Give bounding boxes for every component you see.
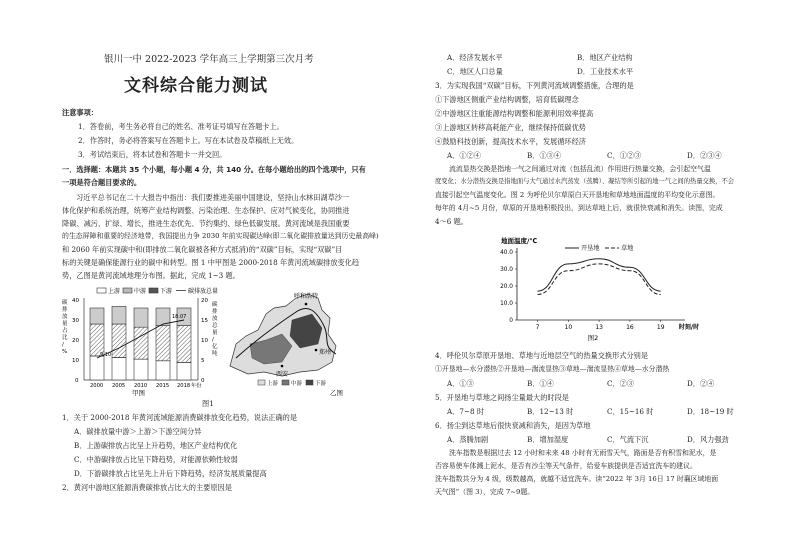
q3-stem: 3．为实现我国“双碳”目标，下列黄河流域调整措施，合理的是 bbox=[435, 81, 634, 90]
q1-option[interactable]: C．中游碳排放占比呈下降趋势，对能源依赖性较弱 bbox=[74, 455, 238, 464]
value-label: 9.10 bbox=[100, 352, 112, 358]
svg-text:%: % bbox=[62, 349, 68, 355]
map-label-zhengzhou: 郑州 bbox=[319, 349, 332, 356]
q3-item: ①下游地区侧重产业结构调整，培育低碳理念 bbox=[435, 95, 579, 104]
left-y-ticks bbox=[72, 298, 79, 384]
bar-segment bbox=[134, 308, 148, 327]
svg-text:排: 排 bbox=[62, 307, 68, 313]
jia-label: 甲图 bbox=[132, 389, 145, 396]
q4-option[interactable]: A．①③ bbox=[447, 379, 474, 388]
bar-segment bbox=[134, 359, 148, 380]
passage3-line: 洗车指数是根据过去 12 小时和未来 48 小时有无雨雪天气，路面是否有积雪和泥水，是 bbox=[449, 449, 717, 457]
y-tick-label: 40.0 bbox=[500, 250, 513, 256]
svg-text:/: / bbox=[212, 337, 214, 343]
svg-text:40: 40 bbox=[72, 298, 79, 304]
x-tick-label: 13 bbox=[595, 324, 603, 331]
y-tick-label: 0 bbox=[509, 318, 513, 324]
q6-option[interactable]: C．气流下沉 bbox=[607, 435, 649, 444]
svg-text:量: 量 bbox=[212, 330, 218, 336]
svg-text:20: 20 bbox=[72, 338, 79, 344]
passage2-line: 直接引起空气温度变化。图 2 为呼伦贝尔草原白天开垦地和草地地面温度的平均变化示意图。 bbox=[435, 191, 720, 199]
right-column bbox=[397, 0, 794, 550]
year-ticks bbox=[90, 381, 202, 389]
svg-text:量: 量 bbox=[62, 321, 68, 327]
passage2-line: 流流显热交换是指地一气之间通过对流（包括乱流）作用进行热量交换，会引起空气温 bbox=[449, 165, 711, 173]
x-tick-label: 7 bbox=[535, 324, 540, 331]
bar-segment bbox=[112, 324, 126, 358]
svg-text:2000: 2000 bbox=[90, 383, 104, 389]
svg-text:5: 5 bbox=[201, 358, 205, 364]
svg-text:吨: 吨 bbox=[212, 351, 218, 357]
bar-segment bbox=[156, 361, 170, 380]
subject-title: 文科综合能力测试 bbox=[124, 76, 268, 96]
section1-line2: 一项是符合题目要求的。 bbox=[62, 178, 142, 187]
svg-text:排: 排 bbox=[212, 309, 218, 315]
right-axis-label bbox=[212, 300, 218, 357]
svg-text:2018: 2018 bbox=[177, 383, 191, 389]
q1-stem: 1．关于 2000-2018 年黄河流域能源消费碳排放变化趋势，说法正确的是 bbox=[62, 413, 298, 422]
x-tick-label: 10 bbox=[564, 324, 573, 331]
svg-text:放: 放 bbox=[62, 314, 68, 320]
q3-item: ④鼓励科技创新，提高技术水平，发展循环经济 bbox=[435, 137, 586, 146]
figure1-caption: 图1 bbox=[202, 399, 214, 408]
q1-option[interactable]: B．上游碳排放占比呈上升趋势，地区产业结构优化 bbox=[74, 441, 238, 450]
bar-segment bbox=[177, 362, 191, 380]
map-legend-downstream: 下游 bbox=[315, 381, 327, 387]
svg-text:/: / bbox=[62, 342, 64, 348]
x-tick-label: 19 bbox=[656, 324, 665, 331]
yi-label: 乙图 bbox=[330, 389, 343, 396]
figure1 bbox=[60, 284, 360, 396]
passage1-line: 的生态屏障和重要的经济地带，我国提出力争 2030 年前实现碳达峰(即二氧化碳排放量达到历史最高峰) bbox=[62, 232, 379, 240]
legend-reclaimed: 开垦地 bbox=[581, 245, 600, 252]
bar-segment bbox=[112, 306, 126, 324]
q5-option[interactable]: D．18~19 时 bbox=[687, 407, 734, 416]
passage2-line: 度变化；水分潜热交换是指地面与大气通过水汽蒸发（蒸腾）、凝结等所引起的地一气之间的热量交换，不会 bbox=[435, 178, 735, 185]
passage2-line: 4～6 题。 bbox=[435, 217, 468, 226]
notes-item: 2．作答时，务必将答案写在答题卡上。写在本试卷及草稿纸上无效。 bbox=[78, 136, 299, 145]
left-axis-label bbox=[62, 298, 68, 355]
svg-text:放: 放 bbox=[212, 316, 218, 322]
passage1-line: 习近平总书记在二十大报告中指出：我们要推进美丽中国建设，坚持山水林田湖草沙一 bbox=[76, 193, 350, 202]
chart-ylabel: 地面温度/℃ bbox=[501, 237, 538, 245]
svg-text:2015: 2015 bbox=[156, 383, 170, 389]
q3-item: ③上游地区转移高耗能产业，继续保持低碳优势 bbox=[435, 123, 586, 132]
q3-option[interactable]: C．①②③ bbox=[607, 151, 642, 160]
legend-midstream: 中游 bbox=[134, 288, 147, 295]
q2-stem: 2．黄河中游地区能源消费碳排放占比大的主要原因是 bbox=[62, 483, 232, 492]
svg-text:总: 总 bbox=[212, 323, 218, 329]
value-label: 18.07 bbox=[172, 314, 187, 320]
q6-option[interactable]: B．增加湿度 bbox=[527, 435, 569, 444]
bar-segment bbox=[90, 356, 104, 380]
svg-text:年份: 年份 bbox=[191, 383, 202, 389]
yellow-river-map bbox=[230, 294, 336, 376]
svg-text:20: 20 bbox=[201, 298, 208, 304]
notes-item: 1．答卷前，考生务必将自己的姓名、准考证号填写在答题卡上。 bbox=[78, 122, 284, 131]
passage3-line: 否容易使车体溅上泥水，是否有沙尘等天气条件，给爱车族提供是否适宜洗车的建议。 bbox=[435, 462, 697, 470]
q2-option[interactable]: C．地区人口总量 bbox=[447, 67, 503, 76]
bar-segment bbox=[177, 326, 191, 363]
svg-text:30: 30 bbox=[72, 318, 79, 324]
svg-text:0: 0 bbox=[75, 378, 79, 384]
y-tick-label: 10.0 bbox=[500, 301, 513, 307]
school-line: 银川一中 2022-2023 学年高三上学期第三次月考 bbox=[104, 54, 314, 65]
map-label-xian: 西安 bbox=[276, 371, 289, 378]
svg-text:比: 比 bbox=[62, 335, 68, 341]
passage3-line: 洗车指数共分为 4 级，级数越高，就越不适宜洗车。读“2022 年 3月 16日 17 时襄区域地面 bbox=[435, 475, 719, 483]
y-tick-label: 20.0 bbox=[500, 284, 513, 290]
bar-segment bbox=[156, 326, 170, 361]
q6-stem: 6．扬尘到达草地后很快衰减和消失，是因为草地 bbox=[435, 421, 591, 430]
legend-total: 碳排放总量 bbox=[188, 288, 219, 295]
map-legend-midstream: 中游 bbox=[291, 381, 303, 387]
q3-item: ②中游地区注重能源结构调整和能源利用效率提高 bbox=[435, 109, 594, 118]
y-tick-label: 30.0 bbox=[500, 267, 513, 273]
x-tick-label: 16 bbox=[626, 324, 634, 331]
svg-text:10: 10 bbox=[201, 338, 208, 344]
q2-option[interactable]: A．经济发展水平 bbox=[447, 53, 503, 62]
svg-text:碳: 碳 bbox=[212, 302, 218, 308]
q3-option[interactable]: B．①③④ bbox=[527, 151, 562, 160]
passage1-line: 和 2060 年前实现碳中和(即排放二氧化碳被各种方式抵消)的“双碳”目标，实现“双碳”目 bbox=[62, 245, 343, 254]
legend-downstream: 下游 bbox=[160, 288, 173, 295]
svg-text:亿: 亿 bbox=[212, 344, 218, 350]
q4-option[interactable]: C．②③ bbox=[607, 379, 635, 388]
bar-segment bbox=[134, 327, 148, 359]
svg-text:0: 0 bbox=[201, 378, 205, 384]
q4-option[interactable]: B．①④ bbox=[527, 379, 554, 388]
figure2-caption: 图2 bbox=[587, 334, 599, 342]
q6-option[interactable]: D．风力强劲 bbox=[687, 435, 729, 444]
svg-text:2005: 2005 bbox=[112, 383, 126, 389]
series-line-1 bbox=[538, 264, 661, 295]
q1-option[interactable]: A．碳排放量中游＞上游＞下游空间分异 bbox=[74, 427, 202, 436]
passage3-line: 天气图”（图 3），完成 7~9题。 bbox=[435, 488, 535, 496]
legend-downstream-swatch bbox=[149, 288, 158, 293]
map-label-hohhot: 呼和浩特 bbox=[294, 293, 319, 300]
svg-text:15: 15 bbox=[201, 318, 208, 324]
q4-stem: 4．呼伦贝尔草原开垦地、草地与近地层空气的热量交换形式分别是 bbox=[435, 351, 649, 360]
q3-option[interactable]: D．②③④ bbox=[687, 151, 722, 160]
bar-segment bbox=[112, 358, 126, 380]
svg-text:碳: 碳 bbox=[62, 300, 68, 306]
q5-stem: 5．开垦地与草地之间扬尘量最大的时段是 bbox=[435, 393, 569, 402]
q5-option[interactable]: A．7~8 时 bbox=[447, 407, 485, 416]
q5-option[interactable]: C．15~16 时 bbox=[607, 407, 654, 416]
svg-text:占: 占 bbox=[62, 328, 68, 334]
bar-segment bbox=[90, 308, 104, 324]
notes-heading: 注意事项： bbox=[62, 108, 98, 117]
legend-grassland: 草地 bbox=[621, 245, 634, 252]
legend-upstream-swatch bbox=[97, 288, 106, 293]
passage1-line: 降碳、减污、扩绿、增长，推进生态优先、节约集约、绿色低碳发展。黄河流域是我国重要 bbox=[62, 219, 350, 228]
passage1-line: 体化保护和系统治理，统筹产业结构调整、污染治理、生态保护、应对气候变化，协同推进 bbox=[62, 206, 350, 215]
map-legend-upstream: 上游 bbox=[267, 381, 279, 387]
q5-option[interactable]: B．12~13 时 bbox=[527, 407, 574, 416]
passage2-line: 每年的 4月~5 月份，草原的开垦地积极投出，到达草地上后，就很快衰减和消失。读图，完成 bbox=[435, 204, 723, 212]
right-y-ticks bbox=[201, 298, 208, 384]
q4-option[interactable]: D．②④ bbox=[687, 379, 715, 388]
figure2-chart bbox=[493, 234, 719, 344]
q6-option[interactable]: A．蒸腾加剧 bbox=[447, 435, 489, 444]
svg-text:10: 10 bbox=[72, 358, 79, 364]
q1-option[interactable]: D．下游碳排放占比呈先上升后下降趋势，经济发展质量提高 bbox=[74, 469, 267, 478]
notes-item: 3．考试结束后，将本试卷和答题卡一并交回。 bbox=[78, 150, 227, 159]
section1-line1: 一．选择题：本题共 35 个小题，每小题 4 分，共 140 分。在每小题给出的四个选项中，只有 bbox=[62, 165, 366, 174]
q3-option[interactable]: A．①②④ bbox=[447, 151, 481, 160]
q4-sub: ①开垦地—水分潜热②开垦地—湍流显热③草地—湍流显热④草地—水分潜热 bbox=[435, 365, 670, 373]
legend-upstream: 上游 bbox=[108, 288, 121, 295]
passage1-line: 势，乙图是黄河流域地理分布图。据此，完成 1~3 题。 bbox=[62, 271, 240, 280]
svg-text:2010: 2010 bbox=[134, 383, 148, 389]
q2-option[interactable]: B．地区产业结构 bbox=[577, 53, 633, 62]
q2-option[interactable]: D．工业技术水平 bbox=[577, 67, 634, 76]
x-axis-label: 时刻/时 bbox=[678, 324, 700, 331]
passage1-line: 标的关键是确保能源行业的碳中和转型。图 1 中甲图是 2000-2018 年黄河流域碳排放变化趋 bbox=[62, 258, 360, 267]
legend-midstream-swatch bbox=[123, 288, 132, 293]
